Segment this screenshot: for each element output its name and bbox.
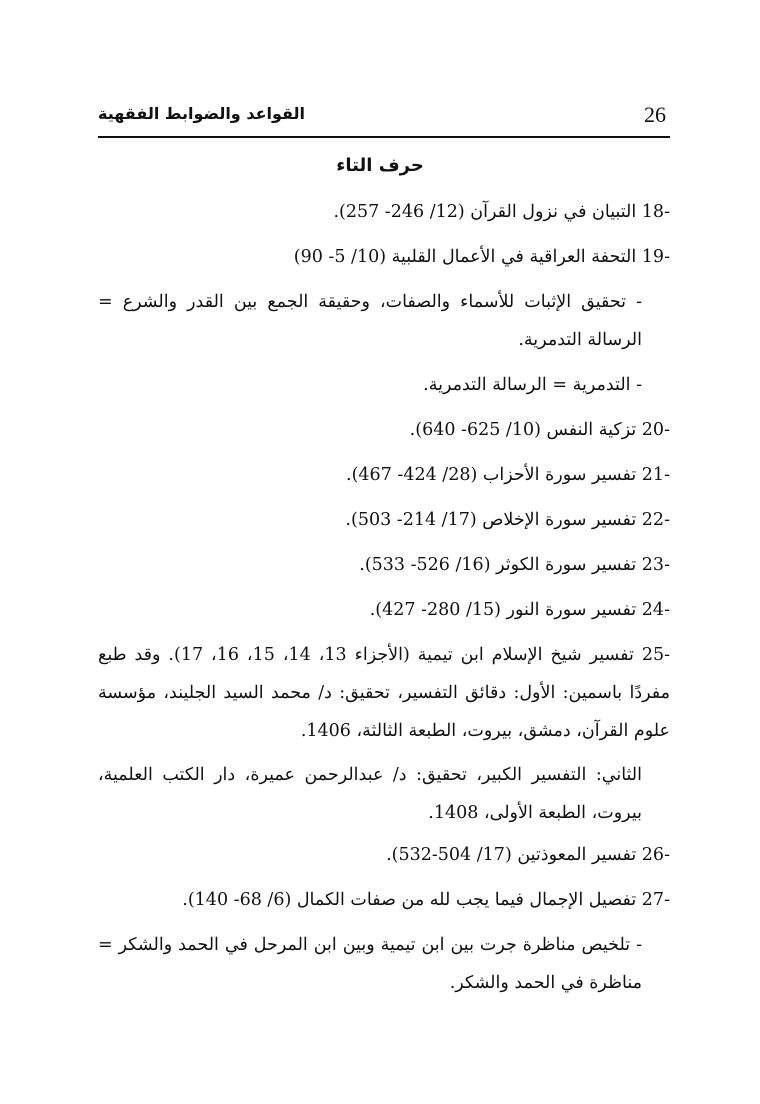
page-number: 26: [644, 102, 666, 127]
entry-23: -23 تفسير سورة الكوثر (16/ 526- 533).: [359, 555, 670, 575]
entry-26: -26 تفسير المعوذتين (17/ 504-532).: [386, 845, 670, 865]
entry-21: -21 تفسير سورة الأحزاب (28/ 424- 467).: [346, 465, 670, 485]
entry-19: -19 التحفة العراقية في الأعمال القلبية (10/ 5- 90): [293, 247, 670, 267]
bibliography-list: [98, 193, 670, 1009]
entry-22: -22 تفسير سورة الإخلاص (17/ 214- 503).: [345, 510, 670, 530]
entry-25: -25 تفسير شيخ الإسلام ابن تيمية (الأجزاء 13، 14، 15، 16، 17). وقد طبع مفردًا باسمين: الأول: دقائق التفسير، تحقيق: د/ محمد السيد الجليند، مؤسسة علوم القرآن، دمشق، بيروت، الطبعة الثالثة، 1406.: [98, 645, 671, 741]
page-header: [98, 100, 670, 138]
entry-24: -24 تفسير سورة النور (15/ 280- 427).: [369, 600, 670, 620]
cross-reference-talkhis-munazara: - تلخيص مناظرة جرت بين ابن تيمية وبين ابن المرحل في الحمد والشكر = مناظرة في الحمد والشكر.: [98, 935, 642, 993]
entry-27: -27 تفصيل الإجمال فيما يجب لله من صفات الكمال (6/ 68- 140).: [182, 890, 670, 910]
entry-20: -20 تزكية النفس (10/ 625- 640).: [409, 420, 670, 440]
cross-reference-tadmuriyya: - التدمرية = الرسالة التدمرية.: [423, 375, 642, 395]
entry-25-second-edition: الثاني: التفسير الكبير، تحقيق: د/ عبدالرحمن عميرة، دار الكتب العلمية، بيروت، الطبعة الأولى، 1408.: [98, 765, 642, 823]
cross-reference-tahqiq-al-ithbat: - تحقيق الإثبات للأسماء والصفات، وحقيقة الجمع بين القدر والشرع = الرسالة التدمرية.: [98, 292, 642, 350]
running-title: القواعد والضوابط الفقهية: [98, 104, 306, 123]
section-title: حرف التاء: [336, 155, 424, 176]
entry-18: -18 التبيان في نزول القرآن (12/ 246- 257).: [333, 202, 670, 222]
